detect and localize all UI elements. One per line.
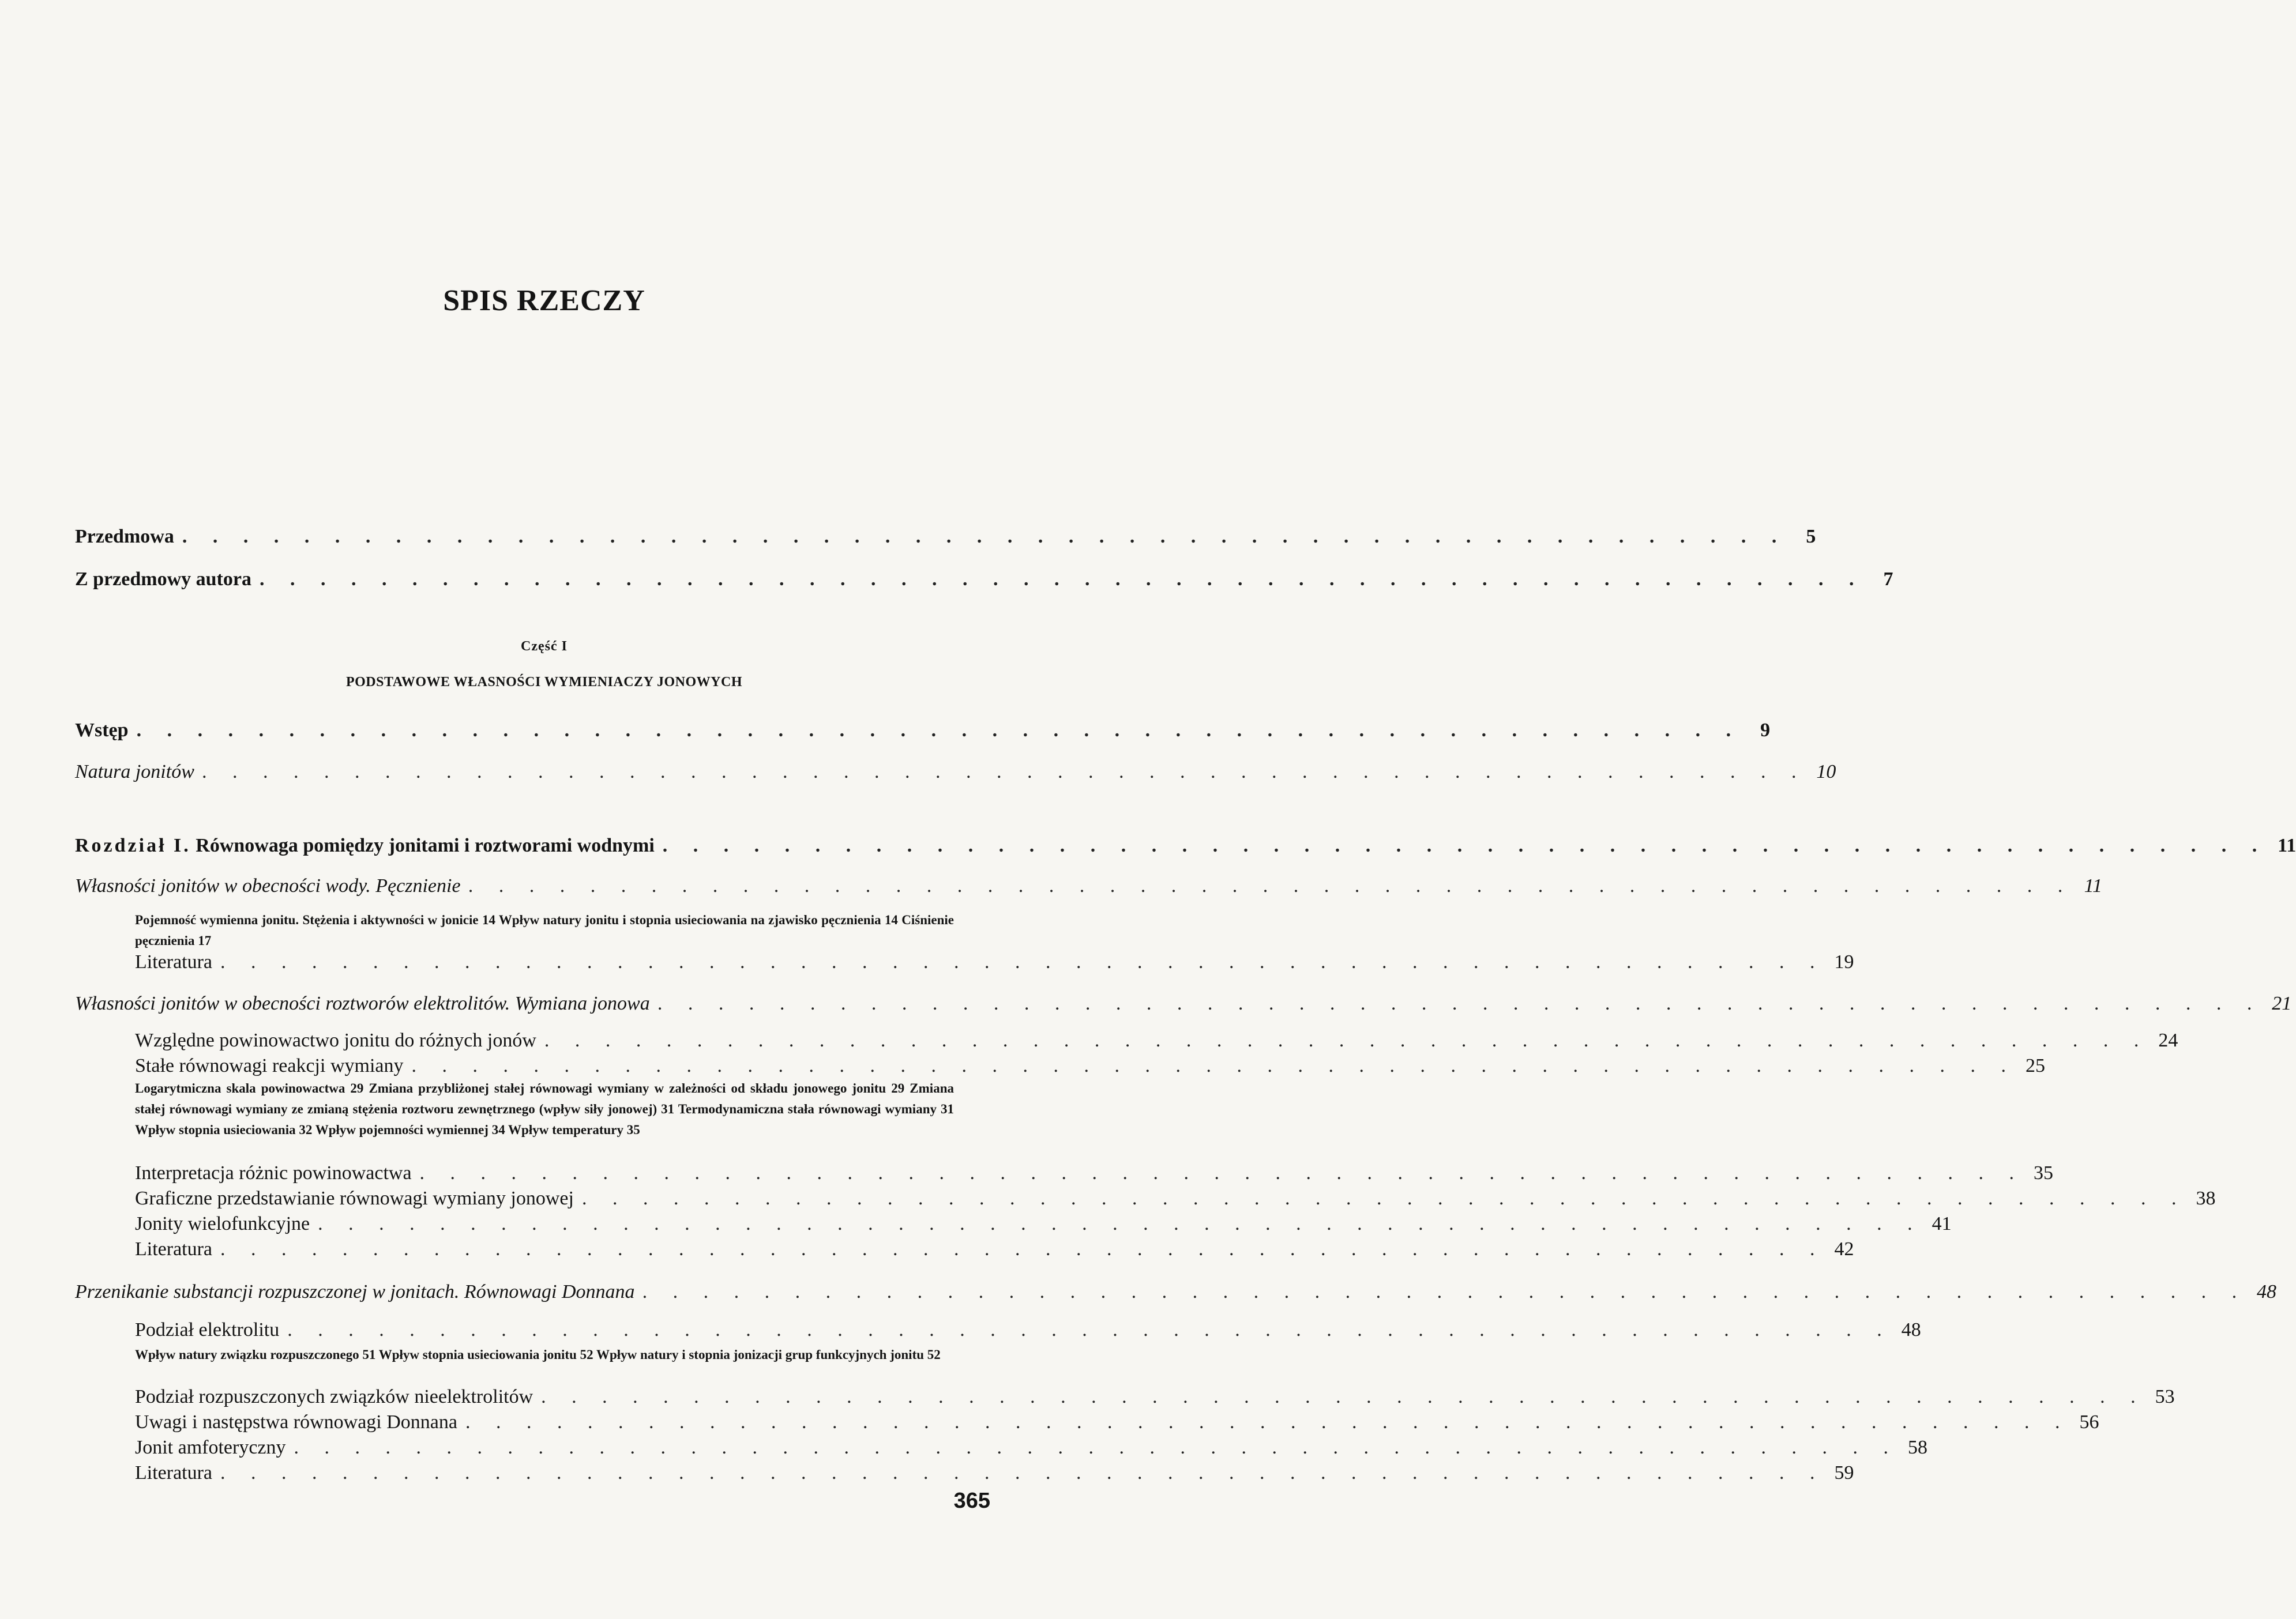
toc-entry-graficzne[interactable] — [135, 1188, 2216, 1210]
leader-dots: . . . . . . . . . . . . . . . . . . . . . . . . . . . . . . . . . . . . . . . . . . . . . . . . . . . . . — [287, 1319, 1892, 1341]
leader-dots: . . . . . . . . . . . . . . . . . . . . . . . . . . . . . . . . . . . . . . . . . . . . . . . . . . . . . — [581, 1188, 2187, 1209]
leader-dots: . . . . . . . . . . . . . . . . . . . . . . . . . . . . . . . . . . . . . . . . . . . . . . . . . . . . . — [541, 1386, 2146, 1407]
toc-page-number: 24 — [2158, 1030, 2178, 1051]
toc-entry-wymiana-jonowa[interactable] — [75, 993, 2292, 1015]
toc-entry-label: Z przedmowy autora — [75, 568, 251, 590]
leader-dots: . . . . . . . . . . . . . . . . . . . . . . . . . . . . . . . . . . . . . . . . . . . . . . . . . . . . . — [182, 526, 1787, 547]
toc-entry-label: Względne powinowactwo jonitu do różnych jonów — [135, 1030, 536, 1051]
toc-page-number: 41 — [1932, 1213, 1952, 1234]
toc-entry-natura-jonitow[interactable] — [75, 761, 1836, 783]
toc-entry-literatura[interactable] — [135, 1462, 1854, 1484]
toc-entry-amfoteryczny[interactable] — [135, 1437, 1928, 1459]
toc-page-number: 59 — [1834, 1462, 1854, 1484]
page-number: 365 — [953, 1489, 990, 1513]
leader-dots: . . . . . . . . . . . . . . . . . . . . . . . . . . . . . . . . . . . . . . . . . . . . . . . . . . . . . — [136, 720, 1742, 741]
chapter-prefix: Rozdział I. — [75, 835, 191, 856]
toc-entry-literatura[interactable] — [135, 1238, 1854, 1260]
toc-page-number: 42 — [1834, 1238, 1854, 1260]
toc-entry-przedmowa[interactable] — [75, 526, 1816, 548]
leader-dots: . . . . . . . . . . . . . . . . . . . . . . . . . . . . . . . . . . . . . . . . . . . . . . . . . . . . . — [544, 1030, 2150, 1051]
toc-entry-label: Literatura — [135, 951, 213, 973]
toc-entry-literatura[interactable] — [135, 951, 1854, 973]
toc-page-number: 19 — [1834, 951, 1854, 973]
leader-dots: . . . . . . . . . . . . . . . . . . . . . . . . . . . . . . . . . . . . . . . . . . . . . . . . . . . . . — [465, 1411, 2070, 1433]
toc-entry-wielofunkcyjne[interactable] — [135, 1213, 1952, 1235]
toc-entry-label: Uwagi i następstwa równowagi Donnana — [135, 1411, 457, 1433]
toc-page-number: 48 — [1901, 1319, 1921, 1341]
toc-entry-label: Wstęp — [75, 720, 129, 741]
leader-dots: . . . . . . . . . . . . . . . . . . . . . . . . . . . . . . . . . . . . . . . . . . . . . . . . . . . . . — [220, 1462, 1825, 1484]
leader-dots: . . . . . . . . . . . . . . . . . . . . . . . . . . . . . . . . . . . . . . . . . . . . . . . . . . . . . — [202, 761, 1808, 782]
toc-entry-label: Przedmowa — [75, 526, 174, 547]
toc-page-number: 5 — [1806, 526, 1816, 547]
part-title: PODSTAWOWE WŁASNOŚCI WYMIENIACZY JONOWYCH — [345, 675, 743, 690]
toc-entry-label: Literatura — [135, 1462, 213, 1484]
toc-entry-interpretacja[interactable] — [135, 1162, 2054, 1184]
toc-entry-wlasnosci-wody[interactable] — [75, 875, 2103, 897]
toc-page-number: 53 — [2155, 1386, 2175, 1407]
leader-dots: . . . . . . . . . . . . . . . . . . . . . . . . . . . . . . . . . . . . . . . . . . . . . . . . . . . . . — [220, 951, 1825, 973]
toc-entry-label: Graficzne przedstawianie równowagi wymiany jonowej — [135, 1188, 574, 1209]
toc-page-number: 7 — [1883, 568, 1893, 590]
toc-page-number: 38 — [2196, 1188, 2216, 1209]
toc-entry-label: Jonity wielofunkcyjne — [135, 1213, 310, 1234]
toc-page-number: 35 — [2034, 1162, 2054, 1184]
leader-dots: . . . . . . . . . . . . . . . . . . . . . . . . . . . . . . . . . . . . . . . . . . . . . . . . . . . . . — [220, 1238, 1825, 1260]
leader-dots: . . . . . . . . . . . . . . . . . . . . . . . . . . . . . . . . . . . . . . . . . . . . . . . . . . . . . — [468, 875, 2074, 897]
part-label: Część I — [521, 639, 568, 654]
toc-entry-label: Podział rozpuszczonych związków nieelektrolitów — [135, 1386, 533, 1407]
leader-dots: . . . . . . . . . . . . . . . . . . . . . . . . . . . . . . . . . . . . . . . . . . . . . . . . . . . . . — [657, 993, 2263, 1014]
toc-page-number: 56 — [2079, 1411, 2099, 1433]
toc-entry-uwagi[interactable] — [135, 1411, 2099, 1433]
toc-entry-z-przedmowy-autora[interactable] — [75, 568, 1893, 590]
toc-entry-donnan[interactable] — [75, 1281, 2277, 1303]
toc-entry-podzial-elektrolitu[interactable] — [135, 1319, 1921, 1341]
leader-dots: . . . . . . . . . . . . . . . . . . . . . . . . . . . . . . . . . . . . . . . . . . . . . . . . . . . . . — [411, 1055, 2016, 1076]
chapter-title: Równowaga pomiędzy jonitami i roztworami wodnymi — [196, 835, 655, 856]
toc-entry-powinowactwo[interactable] — [135, 1030, 2178, 1052]
leader-dots: . . . . . . . . . . . . . . . . . . . . . . . . . . . . . . . . . . . . . . . . . . . . . . . . . . . . . — [662, 835, 2268, 856]
toc-entry-label: Interpretacja różnic powinowactwa — [135, 1162, 412, 1184]
leader-dots: . . . . . . . . . . . . . . . . . . . . . . . . . . . . . . . . . . . . . . . . . . . . . . . . . . . . . — [419, 1162, 2025, 1184]
toc-entry-stale-rownowagi[interactable] — [135, 1055, 2045, 1077]
toc-page-number: 48 — [2257, 1281, 2277, 1302]
leader-dots: . . . . . . . . . . . . . . . . . . . . . . . . . . . . . . . . . . . . . . . . . . . . . . . . . . . . . — [642, 1281, 2248, 1302]
toc-entry-nieelektrolity[interactable] — [135, 1386, 2175, 1408]
toc-entry-label: Własności jonitów w obecności roztworów elektrolitów. Wymiana jonowa — [75, 993, 650, 1014]
toc-note: Pojemność wymienna jonitu. Stężenia i aktywności w jonicie 14 Wpływ natury jonitu i stopnia usieciowania na zjawisko pęcznienia 14 Ciśnienie pęcznienia 17 — [135, 913, 954, 948]
leader-dots: . . . . . . . . . . . . . . . . . . . . . . . . . . . . . . . . . . . . . . . . . . . . . . . . . . . . . — [294, 1437, 1899, 1458]
toc-entry-label: Stałe równowagi reakcji wymiany — [135, 1055, 404, 1076]
toc-entry-label: Natura jonitów — [75, 761, 194, 782]
toc-entry-label: Przenikanie substancji rozpuszczonej w jonitach. Równowagi Donnana — [75, 1281, 635, 1302]
toc-page-number: 11 — [2278, 835, 2296, 856]
toc-page-number: 25 — [2025, 1055, 2045, 1076]
toc-page-number: 58 — [1908, 1437, 1928, 1458]
toc-page-number: 11 — [2084, 875, 2103, 897]
toc-entry-label — [75, 835, 663, 857]
toc-entry-wstep[interactable] — [75, 720, 1771, 741]
toc-entry-label: Literatura — [135, 1238, 213, 1260]
toc-entry-label: Własności jonitów w obecności wody. Pęcznienie — [75, 875, 461, 897]
toc-entry-chapter-1[interactable] — [75, 835, 2296, 857]
toc-page-number: 10 — [1816, 761, 1836, 782]
leader-dots: . . . . . . . . . . . . . . . . . . . . . . . . . . . . . . . . . . . . . . . . . . . . . . . . . . . . . — [259, 568, 1865, 590]
toc-entry-label: Jonit amfoteryczny — [135, 1437, 286, 1458]
leader-dots: . . . . . . . . . . . . . . . . . . . . . . . . . . . . . . . . . . . . . . . . . . . . . . . . . . . . . — [318, 1213, 1923, 1234]
toc-note: Logarytmiczna skala powinowactwa 29 Zmiana przybliżonej stałej równowagi wymiany w zależności od składu jonowego jonitu 29 Zmiana stałej równowagi wymiany ze zmianą stężenia roztworu zewnętrznego (wpływ siły jonowej) 31 Termodynamiczna stała równowagi wymiany 31 Wpływ stopnia usieciowania 32 Wpływ pojemności wymiennej 34 Wpływ temperatury 35 — [135, 1081, 954, 1137]
toc-entry-label: Podział elektrolitu — [135, 1319, 280, 1341]
page-title: SPIS RZECZY — [443, 284, 645, 317]
toc-page-number: 21 — [2272, 993, 2292, 1014]
toc-page-number: 9 — [1760, 720, 1771, 741]
toc-note: Wpływ natury związku rozpuszczonego 51 Wpływ stopnia usieciowania jonitu 52 Wpływ natury i stopnia jonizacji grup funkcyjnych jonitu 52 — [135, 1347, 941, 1362]
